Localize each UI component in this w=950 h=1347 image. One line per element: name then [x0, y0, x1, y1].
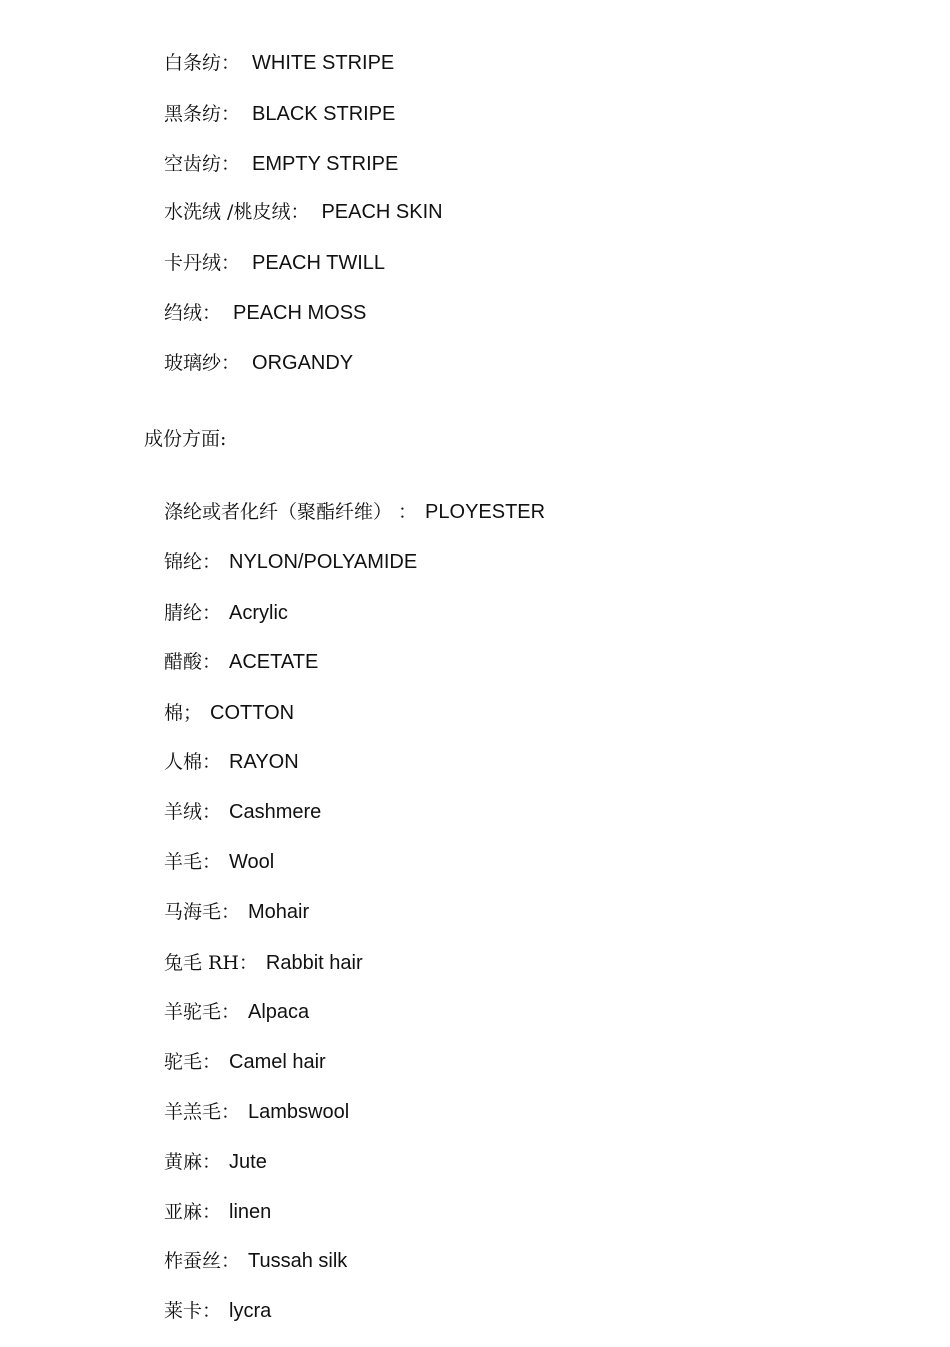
term-row: [144, 1026, 326, 1073]
term-row: [144, 277, 367, 324]
term-english: WHITE STRIPE: [252, 52, 395, 74]
term-chinese: 腈纶：: [164, 602, 222, 624]
term-row: [144, 1076, 350, 1123]
term-english: ACETATE: [229, 651, 319, 673]
term-row: [144, 176, 443, 223]
term-chinese: 棉；: [164, 702, 203, 724]
term-english: PEACH MOSS: [233, 302, 367, 324]
term-chinese: 玻璃纱：: [164, 352, 241, 374]
term-row: [144, 227, 386, 274]
term-row: [144, 726, 299, 773]
term-english: Rabbit hair: [265, 952, 363, 974]
term-chinese: 绉绒：: [164, 302, 222, 324]
term-row: [144, 78, 396, 125]
term-english: Alpaca: [248, 1001, 310, 1023]
term-english: PEACH SKIN: [321, 201, 443, 223]
term-row: [144, 927, 363, 974]
term-chinese: 驼毛：: [164, 1051, 222, 1073]
term-chinese: 羊毛：: [164, 851, 222, 873]
term-chinese: 水洗绒 /桃皮绒：: [164, 201, 310, 223]
term-row: [144, 1225, 348, 1272]
term-chinese: 卡丹绒：: [164, 252, 241, 274]
term-chinese: 柞蚕丝：: [164, 1250, 241, 1272]
term-english: Tussah silk: [248, 1250, 348, 1272]
term-row: [144, 526, 418, 573]
term-row: [144, 677, 295, 724]
term-english: ORGANDY: [252, 352, 354, 374]
term-row: [144, 826, 275, 873]
term-row: [144, 876, 310, 923]
term-english: Jute: [229, 1151, 267, 1173]
term-chinese: 涤纶或者化纤（聚酯纤维） ：: [164, 501, 418, 523]
term-english: RAYON: [229, 751, 299, 773]
term-row: [144, 577, 288, 624]
term-english: BLACK STRIPE: [252, 103, 396, 125]
term-english: NYLON/POLYAMIDE: [229, 551, 418, 573]
term-row: [144, 626, 319, 673]
term-chinese: 羊绒：: [164, 801, 222, 823]
term-english: lycra: [229, 1300, 272, 1322]
term-row: [144, 1126, 267, 1173]
term-chinese: 亚麻：: [164, 1201, 222, 1223]
term-row: [144, 776, 322, 823]
term-english: EMPTY STRIPE: [252, 153, 399, 175]
term-english: PEACH TWILL: [252, 252, 386, 274]
term-row: [144, 1275, 272, 1322]
term-english: COTTON: [210, 702, 295, 724]
term-chinese: 羊驼毛：: [164, 1001, 241, 1023]
term-chinese: 黑条纺：: [164, 103, 241, 125]
term-english: Mohair: [248, 901, 310, 923]
term-english: linen: [229, 1201, 272, 1223]
term-chinese: 马海毛：: [164, 901, 241, 923]
term-chinese: 羊羔毛：: [164, 1101, 241, 1123]
term-chinese: 兔毛 RH：: [164, 952, 258, 974]
term-chinese: 莱卡：: [164, 1300, 222, 1322]
term-english: Lambswool: [248, 1101, 350, 1123]
term-english: Camel hair: [229, 1051, 326, 1073]
term-chinese: 醋酸：: [164, 651, 222, 673]
term-row: [144, 128, 399, 175]
term-english: Wool: [229, 851, 275, 873]
term-row: [144, 327, 354, 374]
term-chinese: 锦纶：: [164, 551, 222, 573]
term-chinese: 黄麻：: [164, 1151, 222, 1173]
term-english: PLOYESTER: [425, 501, 546, 523]
term-english: Cashmere: [229, 801, 322, 823]
term-row: [144, 976, 310, 1023]
term-row: [144, 476, 546, 523]
term-chinese: 空齿纺：: [164, 153, 241, 175]
term-english: Acrylic: [229, 602, 288, 624]
term-row: [144, 1176, 272, 1223]
term-row: [144, 27, 395, 74]
section-heading: 成份方面:: [144, 428, 227, 450]
term-chinese: 人棉：: [164, 751, 222, 773]
term-chinese: 白条纺：: [164, 52, 241, 74]
